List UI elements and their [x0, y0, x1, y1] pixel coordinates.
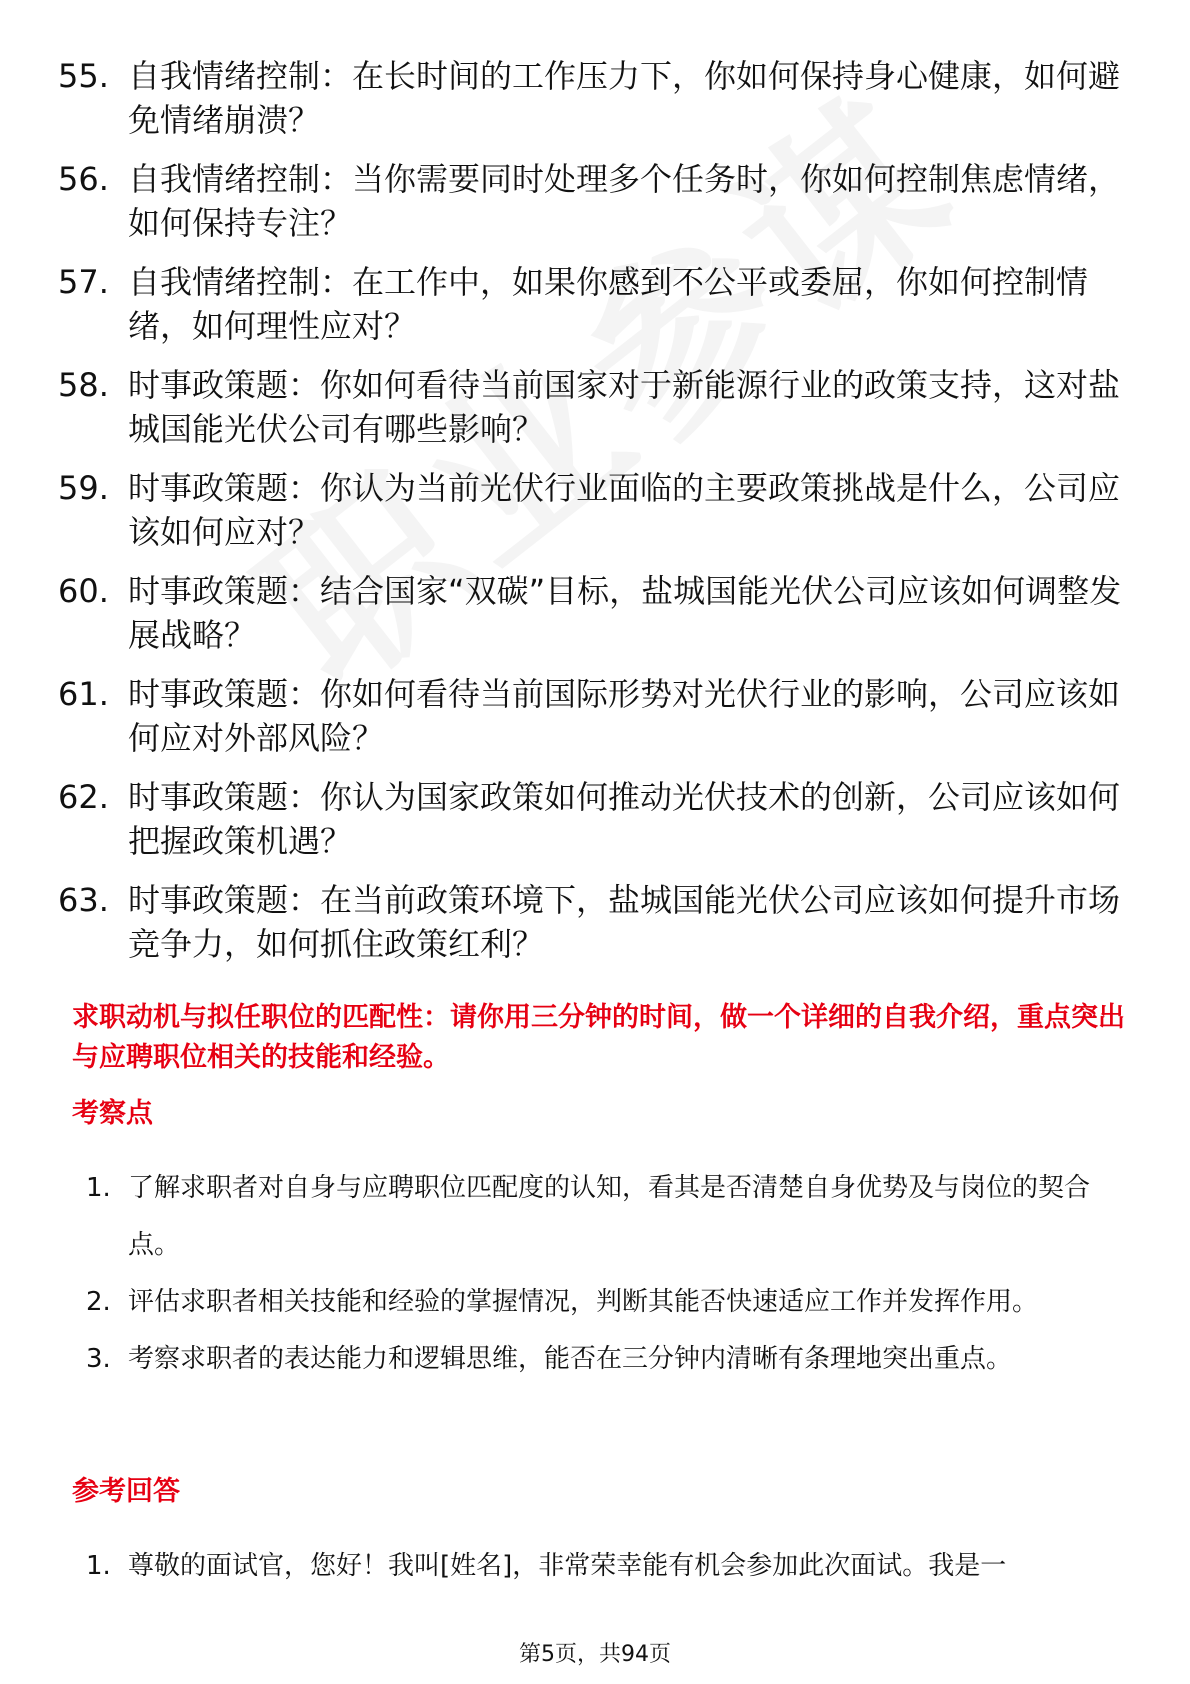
question-text: 时事政策题：结合国家“双碳”目标，盐城国能光伏公司应该如何调整发展战略？: [128, 572, 1122, 654]
question-number: 55.: [58, 57, 109, 95]
question-number: 57.: [58, 263, 109, 301]
question-text: 时事政策题：你如何看待当前国际形势对光伏行业的影响，公司应该如何应对外部风险？: [128, 675, 1121, 757]
question-text: 时事政策题：在当前政策环境下，盐城国能光伏公司应该如何提升市场竞争力，如何抓住政策红利？: [128, 881, 1121, 963]
point-number: 1.: [86, 1173, 111, 1203]
question-number: 62.: [58, 778, 109, 816]
page-footer: 第5页，共94页: [519, 1642, 671, 1667]
question-number: 58.: [58, 366, 109, 404]
point-number: 3.: [86, 1344, 111, 1374]
point-text: 考察求职者的表达能力和逻辑思维，能否在三分钟内清晰有条理地突出重点。: [128, 1344, 1013, 1374]
question-item: [58, 157, 1130, 245]
question-number: 59.: [58, 469, 109, 507]
question-text: 自我情绪控制：在工作中，如果你感到不公平或委屈，你如何控制情绪，如何理性应对？: [128, 263, 1089, 345]
question-item: [58, 260, 1130, 348]
points-list: [86, 1160, 1126, 1388]
answers-list: [86, 1538, 1126, 1595]
question-item: [58, 672, 1130, 760]
section-heading: 求职动机与拟任职位的匹配性：请你用三分钟的时间，做一个详细的自我介绍，重点突出与应聘职位相关的技能和经验。: [72, 1002, 1125, 1073]
answer-number: 1.: [86, 1551, 111, 1581]
point-text: 评估求职者相关技能和经验的掌握情况，判断其能否快速适应工作并发挥作用。: [128, 1287, 1039, 1317]
point-item: [86, 1160, 1126, 1274]
answer-title: 参考回答: [72, 1476, 180, 1507]
question-item: [58, 54, 1130, 142]
question-list: [58, 54, 1130, 981]
question-item: [58, 775, 1130, 863]
question-text: 时事政策题：你认为国家政策如何推动光伏技术的创新，公司应该如何把握政策机遇？: [128, 778, 1121, 860]
question-item: [58, 363, 1130, 451]
question-text: 自我情绪控制：当你需要同时处理多个任务时，你如何控制焦虑情绪，如何保持专注？: [128, 160, 1121, 242]
question-number: 61.: [58, 675, 109, 713]
question-item: [58, 878, 1130, 966]
point-text: 了解求职者对自身与应聘职位匹配度的认知，看其是否清楚自身优势及与岗位的契合点。: [128, 1173, 1091, 1260]
point-item: [86, 1274, 1126, 1331]
question-item: [58, 569, 1130, 657]
answer-text: 尊敬的面试官，您好！我叫[姓名]，非常荣幸能有机会参加此次面试。我是一: [128, 1551, 1007, 1581]
answer-item: [86, 1538, 1126, 1595]
question-number: 56.: [58, 160, 109, 198]
point-number: 2.: [86, 1287, 111, 1317]
question-item: [58, 466, 1130, 554]
question-text: 时事政策题：你如何看待当前国家对于新能源行业的政策支持，这对盐城国能光伏公司有哪些影响？: [128, 366, 1121, 448]
point-item: [86, 1331, 1126, 1388]
points-title: 考察点: [72, 1098, 153, 1129]
question-number: 60.: [58, 572, 109, 610]
question-number: 63.: [58, 881, 109, 919]
question-text: 自我情绪控制：在长时间的工作压力下，你如何保持身心健康，如何避免情绪崩溃？: [128, 57, 1121, 139]
question-text: 时事政策题：你认为当前光伏行业面临的主要政策挑战是什么，公司应该如何应对？: [128, 469, 1121, 551]
